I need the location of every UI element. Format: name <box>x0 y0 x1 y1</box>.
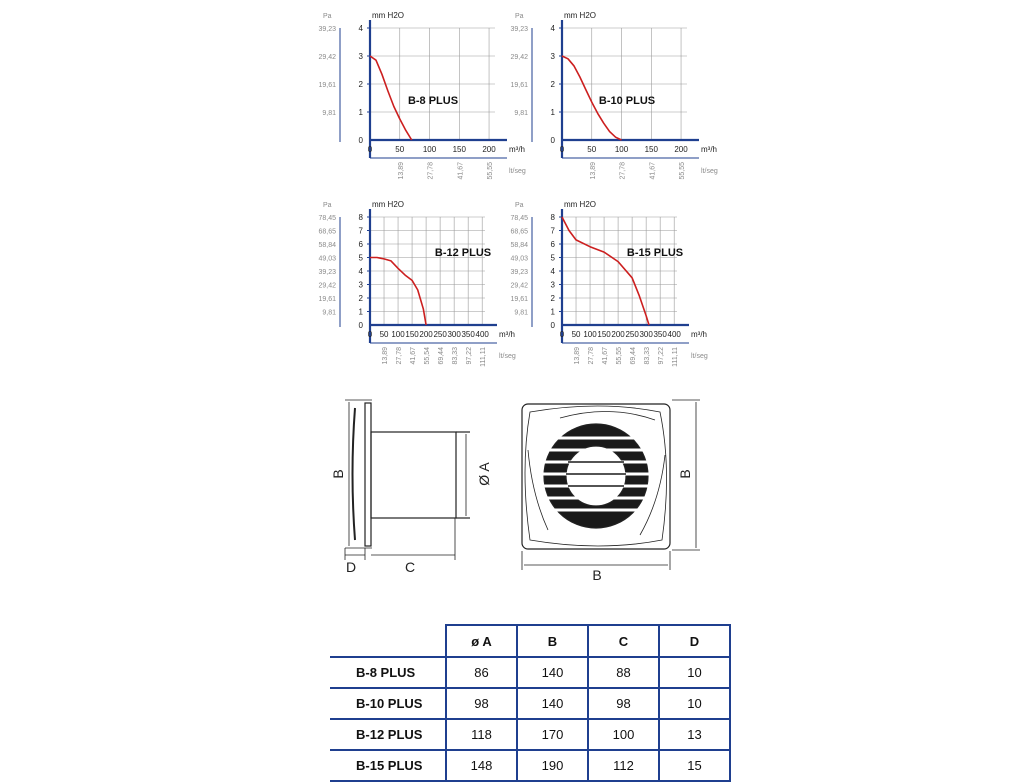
y-tick-label-pa: 78,45 <box>318 215 336 222</box>
y-tick-label: 2 <box>358 80 363 89</box>
y-tick-label-pa: 29,42 <box>318 282 336 290</box>
table-row <box>330 750 730 781</box>
cell-c: 100 <box>588 719 659 750</box>
x-tick-label: 150 <box>597 330 611 339</box>
x-tick-label: 0 <box>559 330 565 339</box>
header-c: C <box>588 625 659 657</box>
chart-model-label: B-12 PLUS <box>434 247 492 259</box>
x-tick-label: 200 <box>419 330 433 339</box>
y-tick-label-pa: 39,23 <box>318 269 336 276</box>
cell-d: 13 <box>659 719 730 750</box>
y-tick-label-pa: 29,42 <box>510 282 528 290</box>
cell-a: 98 <box>446 688 517 719</box>
x-tick-label-ls: 41,67 <box>602 347 610 365</box>
x-tick-label: 150 <box>452 145 466 154</box>
x-tick-label-ls: 55,55 <box>679 162 687 180</box>
cell-c: 98 <box>588 688 659 719</box>
y-axis-unit-label: mm H2O <box>372 11 404 20</box>
y-tick-label-pa: 58,84 <box>318 242 336 249</box>
y-tick-label-pa: 9,81 <box>322 309 336 317</box>
x-tick-label-ls: 41,67 <box>410 347 418 365</box>
x-tick-label-ls: 55,54 <box>424 347 432 365</box>
y-tick-label-pa: 49,03 <box>318 255 336 263</box>
x-tick-label: 300 <box>447 330 461 339</box>
x-tick-label: 50 <box>571 330 581 339</box>
y-tick-label: 1 <box>550 307 555 317</box>
y-tick-label-pa: 19,61 <box>510 82 528 89</box>
cell-d: 10 <box>659 657 730 688</box>
y-tick-label-pa: 9,81 <box>322 110 336 117</box>
front-b-vertical-label: B <box>677 469 693 479</box>
y-axis-unit-label: mm H2O <box>372 200 404 209</box>
header-d: D <box>659 625 730 657</box>
chart-model-label: B-15 PLUS <box>626 247 684 259</box>
x-tick-label-ls: 97,22 <box>658 347 666 365</box>
table-row <box>330 688 730 719</box>
row-model: B-10 PLUS <box>330 688 446 719</box>
side-b-label: B <box>330 469 346 479</box>
x-axis-secondary-unit-label: lt/seg <box>701 168 718 175</box>
y-tick-label: 4 <box>358 24 363 33</box>
cell-c: 112 <box>588 750 659 781</box>
cell-b: 170 <box>517 719 588 750</box>
y-tick-label: 8 <box>358 213 363 222</box>
x-tick-label-ls: 111,11 <box>480 347 488 367</box>
side-a-label: Ø A <box>476 462 492 486</box>
y-tick-label-pa: 19,61 <box>318 296 336 303</box>
y-tick-label: 1 <box>358 307 363 317</box>
y-tick-label: 0 <box>550 136 555 145</box>
row-model: B-15 PLUS <box>330 750 446 781</box>
y-tick-label-pa: 9,81 <box>514 110 528 117</box>
x-tick-label: 100 <box>583 330 597 339</box>
x-tick-label: 100 <box>422 145 437 154</box>
x-tick-label-ls: 55,55 <box>487 162 495 180</box>
x-tick-label: 0 <box>559 145 565 154</box>
y-tick-label-pa: 9,81 <box>514 309 528 317</box>
x-tick-label-ls: 69,44 <box>438 347 446 365</box>
x-tick-label: 0 <box>367 145 373 154</box>
table-row <box>330 657 730 688</box>
y-tick-label: 0 <box>358 136 363 145</box>
y-tick-label-pa: 19,61 <box>318 82 336 89</box>
header-b: B <box>517 625 588 657</box>
x-tick-label-ls: 97,22 <box>466 347 474 365</box>
y-tick-label-pa: 78,45 <box>510 215 528 222</box>
chart-model-label: B-8 PLUS <box>407 95 459 107</box>
x-tick-label-ls: 41,67 <box>649 162 657 180</box>
x-tick-label: 50 <box>379 330 389 339</box>
y-axis-secondary-unit-label: Pa <box>323 202 332 209</box>
table-header-row <box>330 625 730 657</box>
table-corner <box>330 625 446 657</box>
dimensions-table <box>330 624 731 782</box>
y-tick-label: 4 <box>358 267 363 276</box>
x-tick-label: 200 <box>611 330 625 339</box>
x-tick-label: 400 <box>667 330 681 339</box>
y-tick-label: 1 <box>550 108 555 117</box>
x-tick-label: 100 <box>614 145 629 154</box>
cell-a: 118 <box>446 719 517 750</box>
y-tick-label: 2 <box>358 294 363 303</box>
x-tick-label-ls: 111,11 <box>672 347 680 367</box>
x-axis-secondary-unit-label: lt/seg <box>691 353 708 360</box>
y-tick-label: 5 <box>358 253 363 263</box>
y-tick-label-pa: 19,61 <box>510 296 528 303</box>
x-tick-label: 300 <box>639 330 653 339</box>
x-axis-secondary-unit-label: lt/seg <box>499 353 516 360</box>
x-tick-label-ls: 27,78 <box>619 162 627 180</box>
x-axis-unit-label: m³/h <box>509 145 525 154</box>
y-tick-label-pa: 39,23 <box>318 26 336 33</box>
y-tick-label: 2 <box>550 80 555 89</box>
y-tick-label: 3 <box>550 52 555 61</box>
x-axis-unit-label: m³/h <box>701 145 717 154</box>
x-tick-label-ls: 27,78 <box>427 162 435 180</box>
y-tick-label: 0 <box>358 321 363 330</box>
x-tick-label: 200 <box>674 145 688 154</box>
chart-model-label: B-10 PLUS <box>598 95 656 107</box>
cell-b: 140 <box>517 688 588 719</box>
y-tick-label: 3 <box>358 280 363 290</box>
y-tick-label-pa: 58,84 <box>510 242 528 249</box>
y-tick-label-pa: 29,42 <box>510 54 528 61</box>
x-tick-label-ls: 27,78 <box>588 347 596 365</box>
cell-a: 86 <box>446 657 517 688</box>
y-tick-label: 3 <box>358 52 363 61</box>
x-tick-label-ls: 83,33 <box>644 347 652 365</box>
y-axis-unit-label: mm H2O <box>564 11 596 20</box>
y-tick-label-pa: 49,03 <box>510 255 528 263</box>
y-axis-secondary-unit-label: Pa <box>515 202 524 209</box>
y-tick-label-pa: 29,42 <box>318 54 336 61</box>
y-tick-label: 0 <box>550 321 555 330</box>
table-row <box>330 719 730 750</box>
x-axis-secondary-unit-label: lt/seg <box>509 168 526 175</box>
cell-b: 190 <box>517 750 588 781</box>
row-model: B-8 PLUS <box>330 657 446 688</box>
x-tick-label: 400 <box>475 330 489 339</box>
side-c-label: C <box>404 559 416 575</box>
y-tick-label: 7 <box>358 226 363 236</box>
y-axis-unit-label: mm H2O <box>564 200 596 209</box>
front-view-drawing <box>522 400 700 570</box>
y-tick-label: 2 <box>550 294 555 303</box>
y-tick-label-pa: 39,23 <box>510 269 528 276</box>
y-tick-label: 1 <box>358 108 363 117</box>
x-axis-unit-label: m³/h <box>691 330 707 339</box>
cell-b: 140 <box>517 657 588 688</box>
y-tick-label: 5 <box>550 253 555 263</box>
x-tick-label-ls: 13,89 <box>382 347 390 365</box>
x-tick-label: 150 <box>644 145 658 154</box>
x-tick-label: 250 <box>433 330 447 339</box>
y-tick-label-pa: 68,65 <box>510 228 528 236</box>
y-tick-label-pa: 39,23 <box>510 26 528 33</box>
y-tick-label: 7 <box>550 226 555 236</box>
x-tick-label: 350 <box>653 330 667 339</box>
side-view-drawing <box>345 400 470 560</box>
header-a: ø A <box>446 625 517 657</box>
x-tick-label-ls: 41,67 <box>457 162 465 180</box>
cell-a: 148 <box>446 750 517 781</box>
x-tick-label: 350 <box>461 330 475 339</box>
cell-d: 15 <box>659 750 730 781</box>
y-tick-label: 3 <box>550 280 555 290</box>
x-tick-label-ls: 55,55 <box>616 347 624 365</box>
x-tick-label-ls: 13,89 <box>589 162 597 180</box>
y-axis-secondary-unit-label: Pa <box>323 13 332 20</box>
x-tick-label-ls: 27,78 <box>396 347 404 365</box>
x-tick-label: 100 <box>391 330 405 339</box>
y-tick-label: 6 <box>358 240 363 249</box>
x-tick-label: 200 <box>482 145 496 154</box>
x-tick-label-ls: 83,33 <box>452 347 460 365</box>
x-tick-label-ls: 13,89 <box>574 347 582 365</box>
y-axis-secondary-unit-label: Pa <box>515 13 524 20</box>
y-tick-label-pa: 68,65 <box>318 228 336 236</box>
x-tick-label: 150 <box>405 330 419 339</box>
side-d-label: D <box>345 559 357 575</box>
x-tick-label: 0 <box>367 330 373 339</box>
y-tick-label: 4 <box>550 24 555 33</box>
x-tick-label: 50 <box>587 145 597 154</box>
cell-c: 88 <box>588 657 659 688</box>
cell-d: 10 <box>659 688 730 719</box>
x-tick-label-ls: 69,44 <box>630 347 638 365</box>
x-tick-label: 50 <box>395 145 405 154</box>
x-axis-unit-label: m³/h <box>499 330 515 339</box>
x-tick-label: 250 <box>625 330 639 339</box>
y-tick-label: 6 <box>550 240 555 249</box>
front-b-horizontal-label: B <box>592 567 602 583</box>
y-tick-label: 4 <box>550 267 555 276</box>
x-tick-label-ls: 13,89 <box>397 162 405 180</box>
row-model: B-12 PLUS <box>330 719 446 750</box>
y-tick-label: 8 <box>550 213 555 222</box>
